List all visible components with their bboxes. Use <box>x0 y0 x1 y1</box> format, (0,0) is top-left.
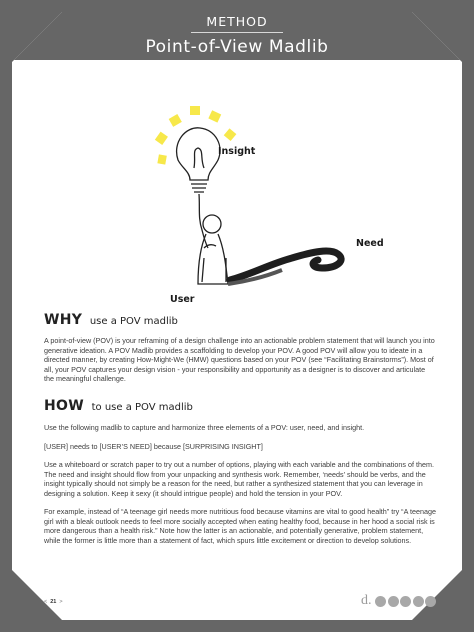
page-footer <box>44 593 436 611</box>
page-header <box>0 10 474 66</box>
need-path-icon <box>228 251 341 284</box>
how-heading-big: HOW <box>44 398 84 414</box>
page-content <box>42 66 434 606</box>
label-need: Need <box>356 238 384 249</box>
user-figure-icon <box>198 215 228 284</box>
page-title: Point-of-View Madlib <box>145 37 329 57</box>
why-section <box>44 302 436 392</box>
how-paragraph-4: For example, instead of “A teenage girl needs more nutritious food because vitamins are vital to good health” try “A teenage girl with a bleak outlook needs to feel more socially accepted when eating healthy food, because in her hood a social risk is more dangerous than a health risk.” Note how the latter is an actionable, and potentially generative, problem statement, while the former is little more than a statement of fact, which spurs little excitement or direction to develop solutions. <box>44 507 436 545</box>
madlib-template: [USER] needs to [USER’S NEED] because [SURPRISING INSIGHT] <box>44 441 263 451</box>
page-number: < 21 > <box>44 599 63 605</box>
page-number-value: 21 <box>50 599 57 605</box>
label-insight: Insight <box>218 146 256 157</box>
lightbulb-user-illustration <box>142 98 372 308</box>
lightbulb-icon <box>177 128 220 248</box>
pov-illustration <box>142 98 384 308</box>
how-heading-small: to use a POV madlib <box>91 402 193 413</box>
why-paragraph: A point-of-view (POV) is your reframing of a design challenge into an actionable problem statement that will launch you into generative ideation. A POV Madlib provides a scaffolding to develop your POV. A good POV will allow you to ideate in a directed manner, by creating How-Might-We (HMW) questions based on your POV (see “Facilitating Brainstorms”). Most of all, your POV captures your design vision - your responsibility and opportunity as a designer is to discover and articulate the meaningful challenge. <box>44 336 435 383</box>
how-paragraph-1: Use the following madlib to capture and harmonize three elements of a POV: user, need, and insight. <box>44 423 365 432</box>
why-heading-big: WHY <box>44 312 83 328</box>
how-section <box>44 388 436 553</box>
header-divider <box>191 32 283 33</box>
method-kicker: METHOD <box>206 14 268 29</box>
logo-letter: d. <box>361 593 372 608</box>
why-heading-small: use a POV madlib <box>89 316 178 327</box>
label-user: User <box>170 294 195 305</box>
dschool-logo-icon <box>361 593 436 609</box>
how-paragraph-3: Use a whiteboard or scratch paper to try out a number of options, playing with each variable and the combinations of them. The need and insight should flow from your unpacking and synthesis work. Remember, ‘needs’ should be verbs, and the insight typically should not simply be a reason for the need, but rather a synthesized statement that you can leverage in designing a solution. Keep it sexy (it should intrigue people) and hold the tension in your POV. <box>44 460 434 498</box>
how-heading <box>44 388 436 416</box>
why-heading <box>44 302 436 330</box>
